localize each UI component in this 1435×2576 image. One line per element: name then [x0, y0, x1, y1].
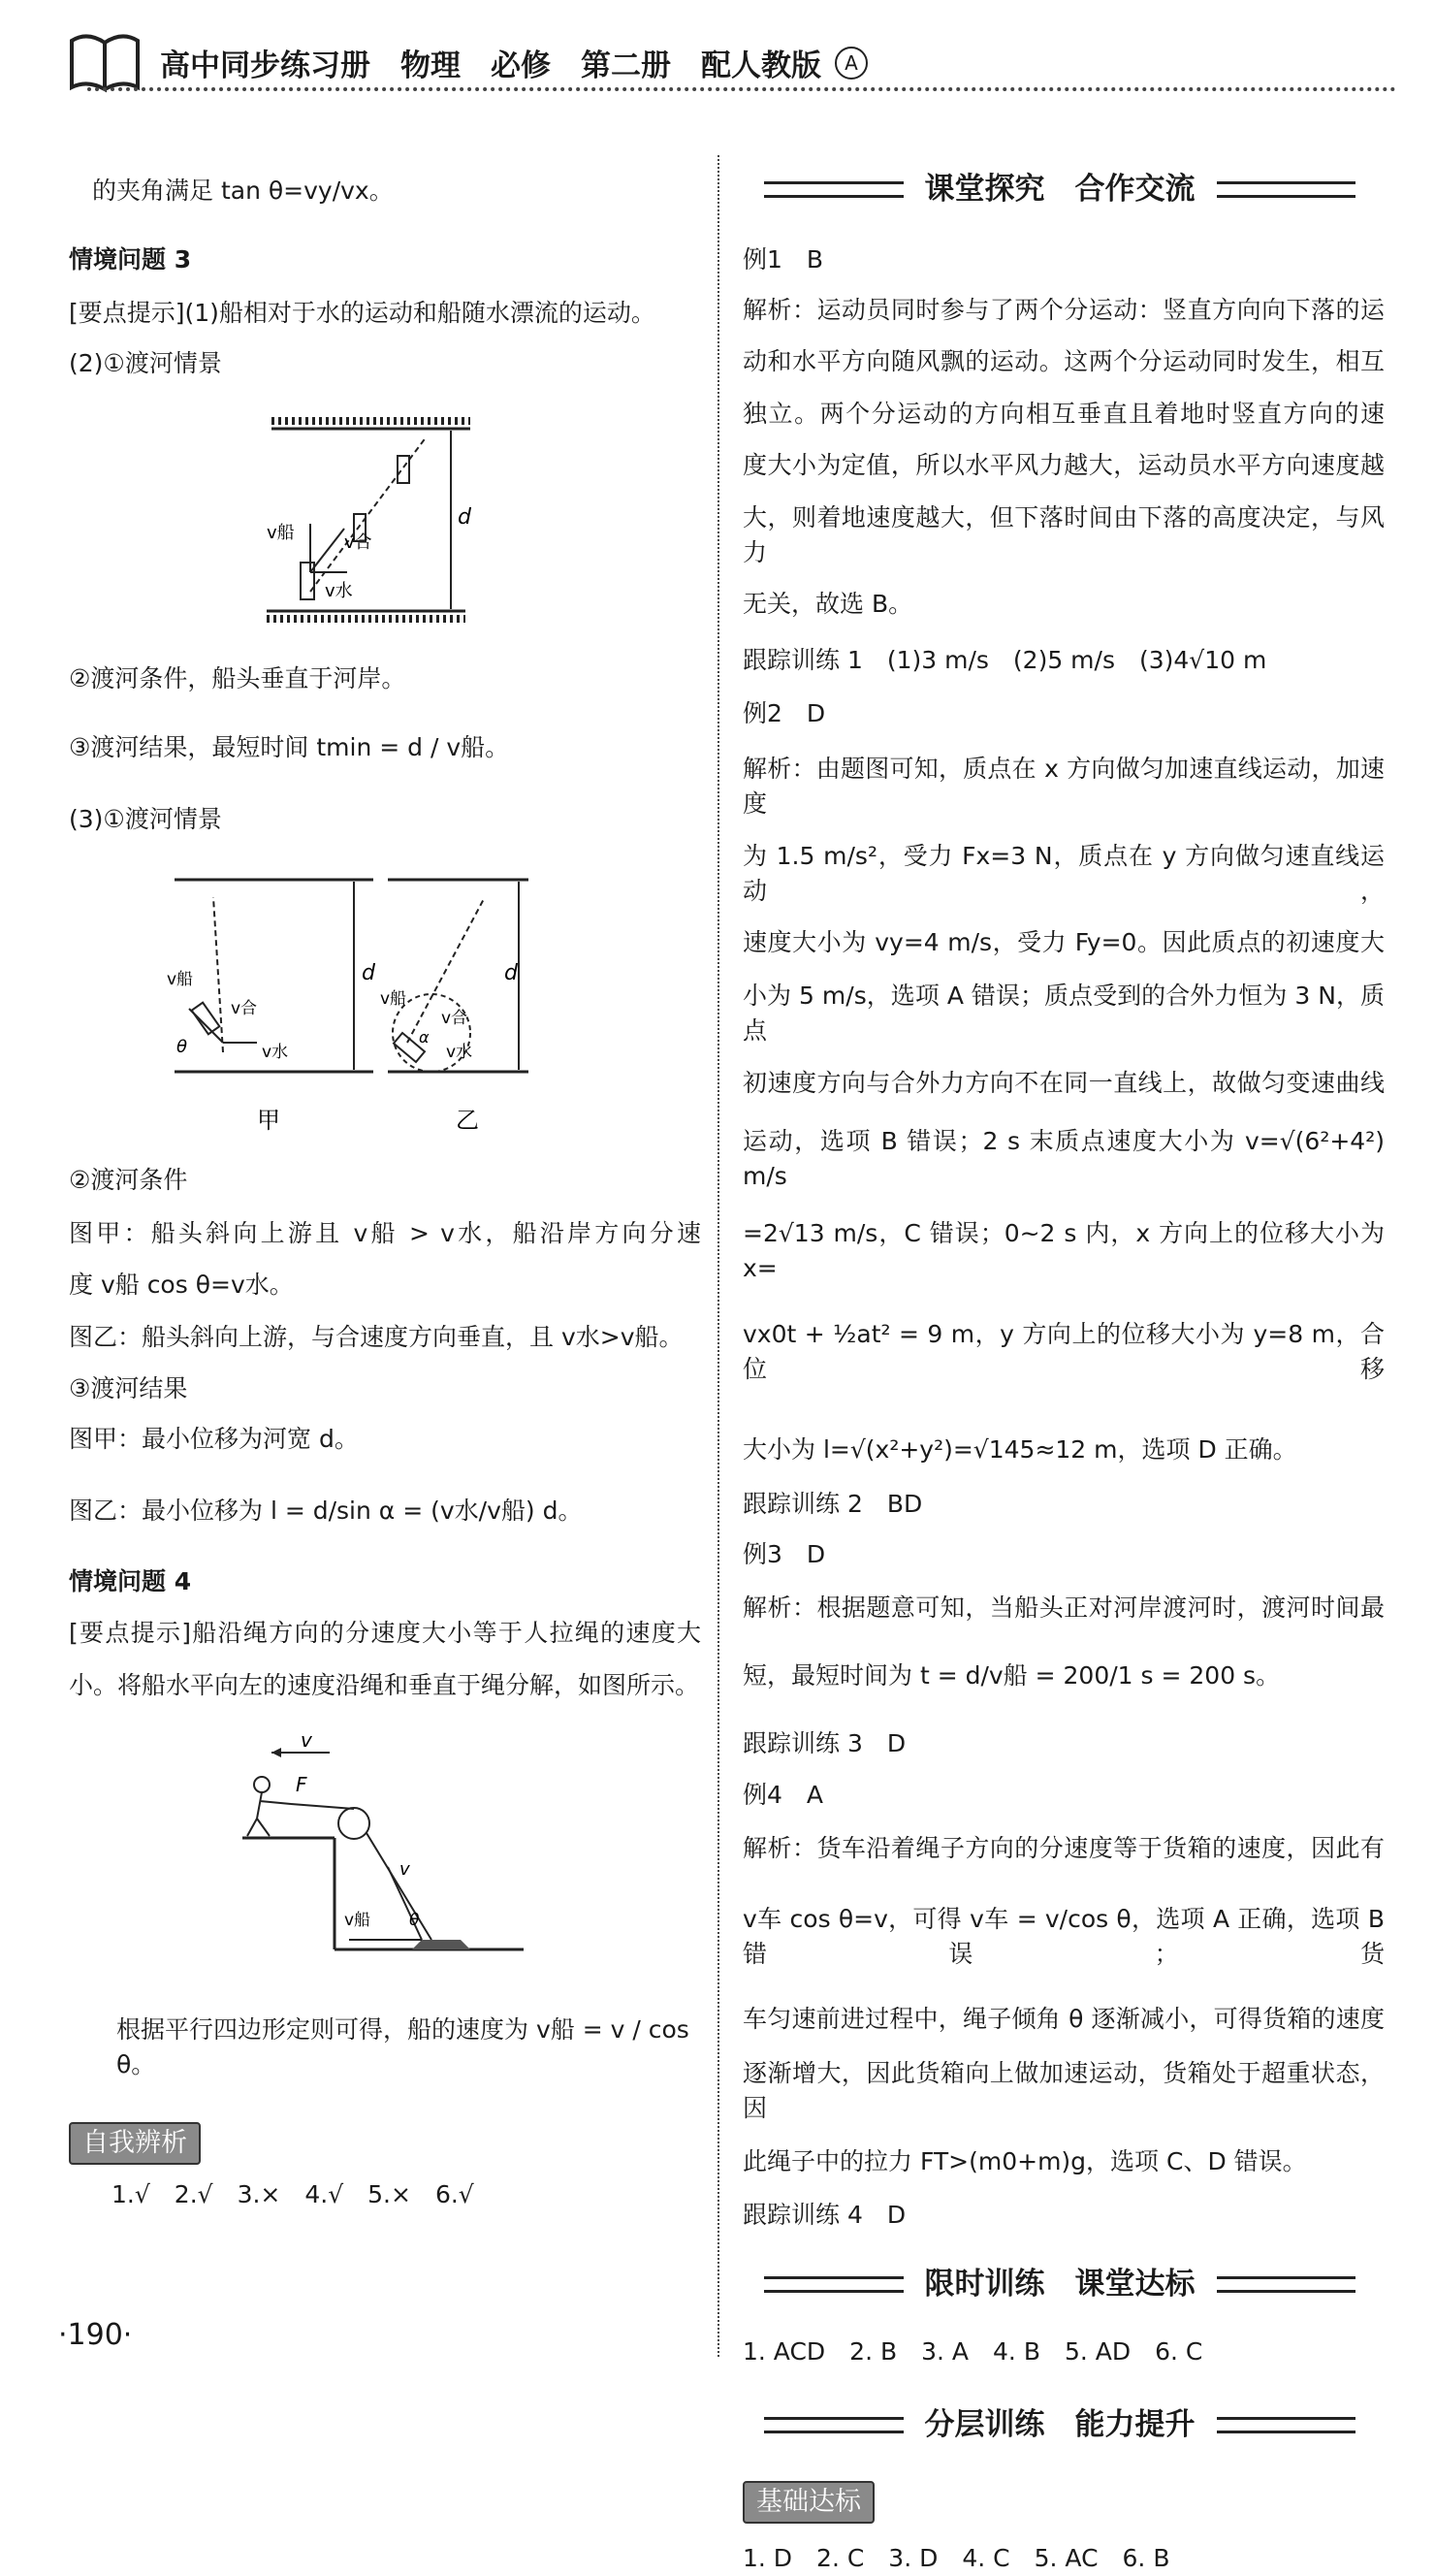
- fig2-caption-yi: 乙: [456, 1107, 479, 1134]
- heading-rule-right: [1217, 2276, 1356, 2293]
- book-title: 高中同步练习册 物理 必修 第二册 配人教版: [160, 48, 821, 83]
- example-4-line: 车匀速前进过程中，绳子倾角 θ 逐渐减小，可得货箱的速度: [743, 2005, 1385, 2033]
- fig2b-vwater-label: v水: [446, 1043, 473, 1062]
- example-2-line: 小为 5 m/s，选项 A 错误；质点受到的合外力恒为 3 N，质点: [743, 982, 1385, 1045]
- crossing-result-2: ③渡河结果，最短时间 tmin = d / v船。: [69, 733, 510, 761]
- fig3-v-label: v: [399, 1859, 410, 1880]
- example-2-answer: 例2 D: [743, 699, 826, 727]
- header-dotted-rule: [87, 87, 1396, 91]
- fig2b-vsum-label: v合: [441, 1009, 468, 1028]
- section-heading-inquiry: [764, 170, 1355, 209]
- example-4-line: 此绳子中的拉力 FT>(m0+m)g，选项 C、D 错误。: [743, 2147, 1307, 2175]
- rope-pulley-diagram: [233, 1731, 533, 1969]
- fig2-alpha-label: α: [419, 1028, 430, 1046]
- crossing-condition-2: ②渡河条件，船头垂直于河岸。: [69, 664, 406, 692]
- example-1-line: 动和水平方向随风飘的运动。这两个分运动同时发生，相互: [743, 347, 1385, 375]
- river-crossing-diagram-2: [165, 868, 533, 1140]
- crossing-scenario-3: (3)①渡河情景: [69, 805, 222, 833]
- heading-rule-left: [764, 2276, 904, 2293]
- key-tip-4-line2: 小。将船水平向左的速度沿绳和垂直于绳分解，如图所示。: [69, 1671, 700, 1699]
- example-3-line: 短，最短时间为 t = d/v船 = 200/1 s = 200 s。: [743, 1661, 1281, 1690]
- example-2-line: 解析：由题图可知，质点在 x 方向做匀加速直线运动，加速度: [743, 755, 1385, 818]
- fig2-vboat-label: v船: [167, 970, 194, 989]
- tracking-exercise-3: 跟踪训练 3 D: [743, 1729, 907, 1757]
- example-3-line: 解析：根据题意可知，当船头正对河岸渡河时，渡河时间最: [743, 1594, 1385, 1622]
- page-number: ·190·: [58, 2318, 133, 2352]
- basic-level-answers: 1. D 2. C 3. D 4. C 5. AC 6. B: [743, 2544, 1170, 2572]
- river-crossing-diagram-1: [262, 417, 485, 630]
- fig1-vboat-label: v船: [267, 523, 295, 543]
- section-title: 限时训练 课堂达标: [924, 2267, 1196, 2302]
- fig2-d-label-b: d: [504, 961, 518, 985]
- heading-rule-left: [764, 181, 904, 198]
- example-2-line: =2√13 m/s，C 错误；0~2 s 内，x 方向上的位移大小为 x=: [743, 1219, 1385, 1282]
- example-4-line: 解析：货车沿着绳子方向的分速度等于货箱的速度，因此有: [743, 1834, 1385, 1862]
- section-heading-timed-practice: [764, 2265, 1355, 2303]
- fig2b-vboat-label: v船: [380, 989, 407, 1009]
- example-2-line: 速度大小为 vy=4 m/s，受力 Fy=0。因此质点的初速度大: [743, 928, 1385, 956]
- tracking-exercise-2: 跟踪训练 2 BD: [743, 1490, 923, 1518]
- header-title-row: [160, 41, 868, 84]
- fig1-d-label: d: [458, 505, 471, 530]
- page-header: [68, 29, 1396, 97]
- fig2-vwater-label: v水: [262, 1043, 289, 1062]
- fig3-theta-label: θ: [409, 1911, 420, 1930]
- self-check-badge: 自我辨析: [69, 2122, 201, 2165]
- example-2-line: 运动，选项 B 错误；2 s 末质点速度大小为 v=√(6²+4²) m/s: [743, 1127, 1385, 1190]
- fig2-d-label-a: d: [362, 961, 375, 985]
- key-tip-1: [要点提示](1)船相对于水的运动和船随水漂流的运动。: [69, 299, 655, 327]
- fig2-theta-label: θ: [176, 1037, 188, 1057]
- crossing-condition-yi: 图乙：船头斜向上游，与合速度方向垂直，且 v水>v船。: [69, 1323, 684, 1351]
- basic-level-badge: 基础达标: [743, 2481, 875, 2524]
- example-3-answer: 例3 D: [743, 1540, 826, 1568]
- scenario-3-heading: 情境问题 3: [69, 245, 192, 274]
- example-1-answer: 例1 B: [743, 245, 824, 274]
- example-1-line: 大，则着地速度越大，但下落时间由下落的高度决定，与风力: [743, 503, 1385, 566]
- example-2-line: 初速度方向与合外力方向不在同一直线上，故做匀变速曲线: [743, 1069, 1385, 1097]
- key-tip-4-line1: [要点提示]船沿绳方向的分速度大小等于人拉绳的速度大: [69, 1619, 701, 1647]
- heading-rule-right: [1217, 181, 1356, 198]
- example-1-line: 度大小为定值，所以水平风力越大，运动员水平方向速度越: [743, 451, 1385, 479]
- right-column: [743, 170, 1385, 2576]
- fig1-vwater-label: v水: [325, 581, 353, 601]
- tracking-exercise-1: 跟踪训练 1 (1)3 m/s (2)5 m/s (3)4√10 m: [743, 646, 1267, 674]
- fig2-caption-jia: 甲: [257, 1107, 280, 1134]
- fig3-force-label: F: [296, 1773, 307, 1796]
- section-title: 分层训练 能力提升: [924, 2407, 1196, 2442]
- heading-rule-right: [1217, 2417, 1356, 2433]
- left-column: [69, 174, 701, 2212]
- example-4-answer: 例4 A: [743, 1781, 824, 1809]
- heading-rule-left: [764, 2417, 904, 2433]
- example-2-line: 为 1.5 m/s²，受力 Fx=3 N，质点在 y 方向做匀速直线运动，: [743, 842, 1385, 905]
- self-check-answers: 1.√ 2.√ 3.× 4.√ 5.× 6.√: [112, 2180, 474, 2208]
- fig3-vboat-label: v船: [344, 1911, 371, 1930]
- fig1-vsum-label: v合: [344, 532, 372, 553]
- crossing-scenario-2: (2)①渡河情景: [69, 349, 222, 377]
- edition-badge: A: [835, 47, 868, 80]
- scenario-4-heading: 情境问题 4: [69, 1567, 192, 1595]
- example-1-line: 解析：运动员同时参与了两个分运动：竖直方向向下落的运: [743, 296, 1385, 324]
- crossing-result-3-title: ③渡河结果: [69, 1374, 188, 1402]
- fig2-vsum-label: v合: [231, 999, 258, 1018]
- example-2-line: 大小为 l=√(x²+y²)=√145≈12 m，选项 D 正确。: [743, 1435, 1297, 1464]
- crossing-condition-3-title: ②渡河条件: [69, 1166, 188, 1194]
- section-heading-tiered-practice: [764, 2405, 1355, 2444]
- boat-velocity-conclusion: 根据平行四边形定则可得，船的速度为 v船 = v / cos θ。: [116, 2015, 689, 2078]
- example-4-line: v车 cos θ=v，可得 v车 = v/cos θ，选项 A 正确，选项 B 错误；货: [743, 1905, 1385, 1968]
- example-1-line: 独立。两个分运动的方向相互垂直且着地时竖直方向的速: [743, 400, 1385, 428]
- example-4-line: 逐渐增大，因此货箱向上做加速运动，货箱处于超重状态，因: [743, 2059, 1385, 2122]
- example-1-line: 无关，故选 B。: [743, 590, 913, 618]
- crossing-condition-jia-2: 度 v船 cos θ=v水。: [69, 1271, 294, 1299]
- angle-condition-text: 的夹角满足 tan θ=vy/vx。: [92, 177, 394, 205]
- crossing-result-jia: 图甲：最小位移为河宽 d。: [69, 1425, 359, 1453]
- crossing-result-yi: 图乙：最小位移为 l = d/sin α = (v水/v船) d。: [69, 1497, 583, 1525]
- crossing-condition-jia-1: 图甲：船头斜向上游且 v船 > v水，船沿岸方向分速: [69, 1219, 701, 1247]
- tracking-exercise-4: 跟踪训练 4 D: [743, 2201, 907, 2229]
- section-title: 课堂探究 合作交流: [924, 172, 1196, 207]
- example-2-line: vx0t + ½at² = 9 m，y 方向上的位移大小为 y=8 m，合位移: [743, 1320, 1385, 1383]
- timed-practice-answers: 1. ACD 2. B 3. A 4. B 5. AD 6. C: [743, 2337, 1203, 2366]
- fig3-v-top-label: v: [301, 1731, 312, 1752]
- column-divider: [718, 155, 719, 2357]
